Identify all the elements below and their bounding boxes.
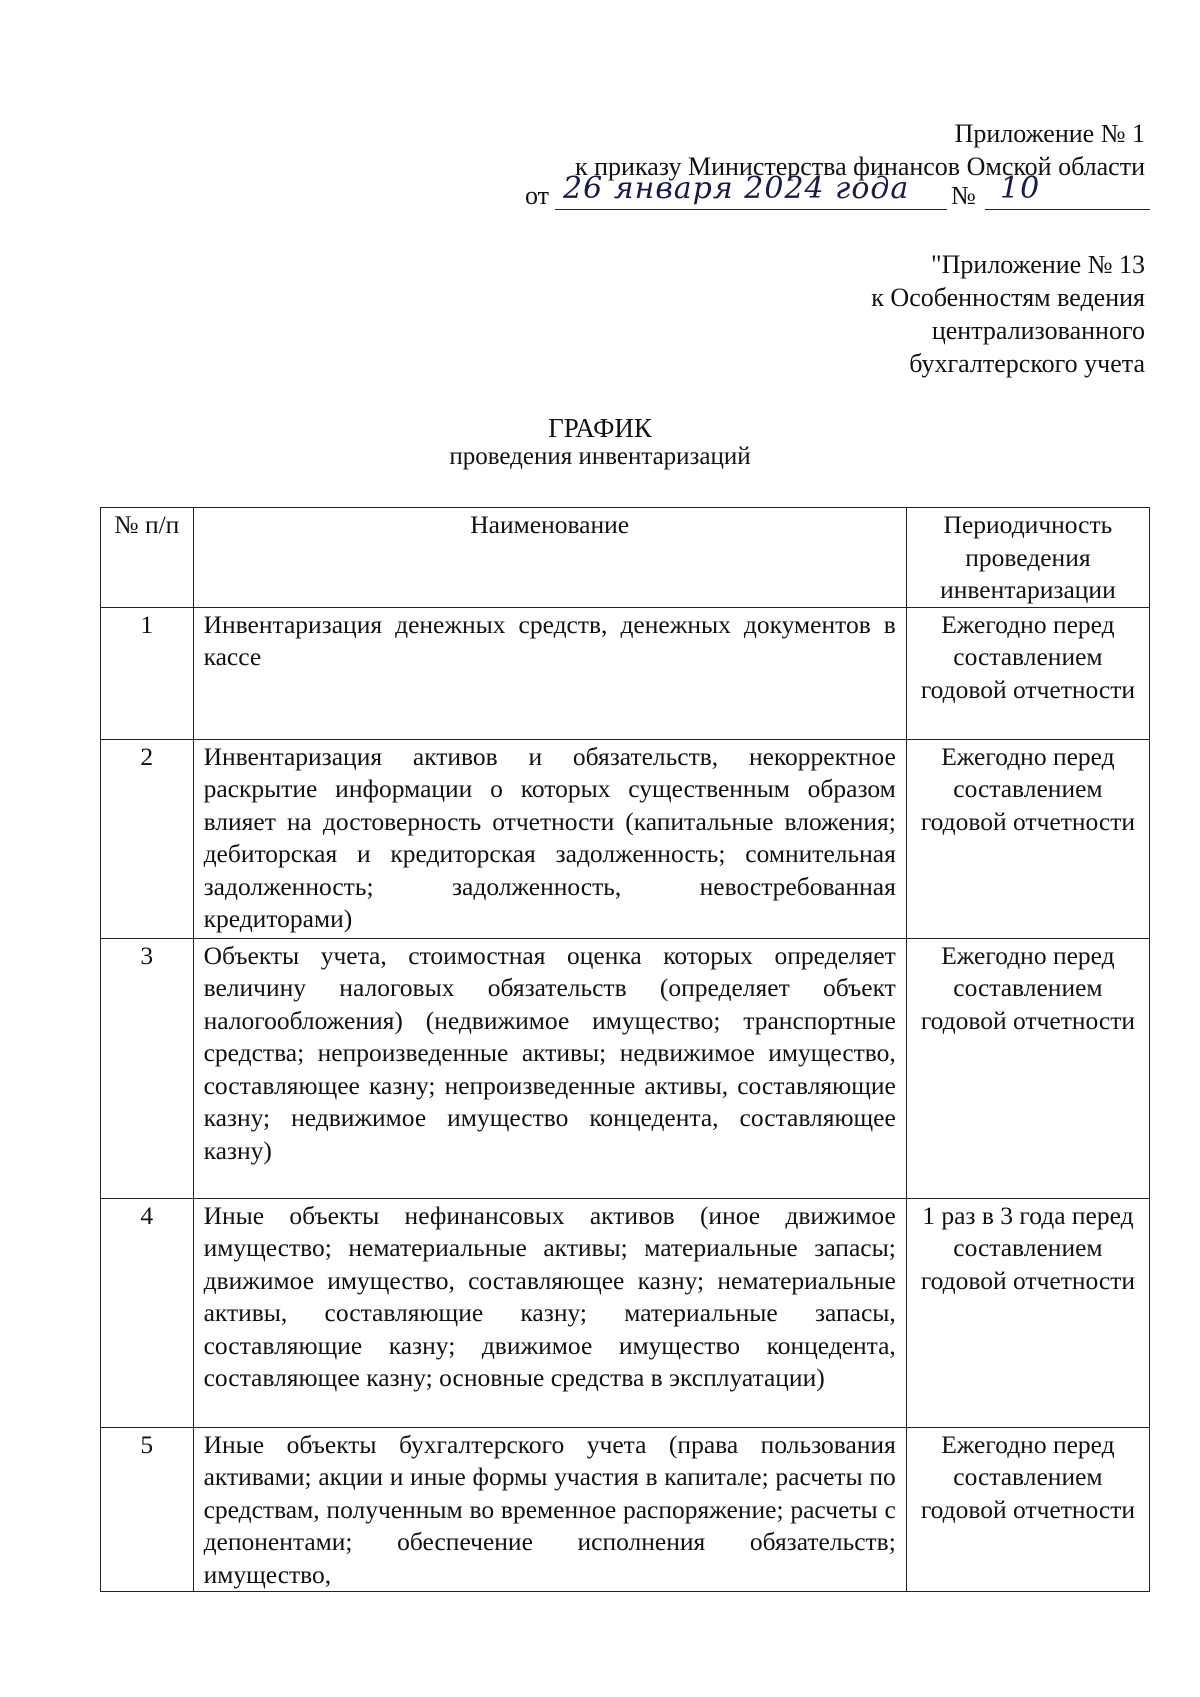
row-name: Иные объекты нефинансовых активов (иное движимое имущество; нематериальные активы; материальные запасы; движимое имущество, составляющее казну; нематериальные активы, составляющие казну; материальные запасы, составляющие казну; движимое имущество концедента, составляющее казну; основные средства в эксплуатации)	[193, 1198, 906, 1427]
annex-reference	[871, 248, 1145, 380]
header-number: № п/п	[101, 508, 194, 608]
row-period: 1 раз в 3 года перед составлением годовой отчетности	[906, 1198, 1149, 1427]
row-name: Инвентаризация денежных средств, денежных документов в кассе	[193, 607, 906, 739]
order-reference: к приказу Министерства финансов Омской области	[575, 152, 1145, 181]
inventory-schedule-table	[100, 507, 1150, 1592]
table-row	[101, 1198, 1150, 1427]
number-sign: №	[951, 181, 976, 210]
row-number: 2	[101, 739, 194, 938]
date-underline	[555, 209, 947, 210]
appendix-number: Приложение № 1	[954, 119, 1145, 148]
document-title: ГРАФИК	[548, 413, 652, 443]
row-name: Иные объекты бухгалтерского учета (права пользования активами; акции и иные формы участия в капитале; расчеты по средствам, полученным во временное распоряжение; расчеты с депонентами; обеспечение исполнения обязательств; имущество,	[193, 1427, 906, 1592]
table-row	[101, 938, 1150, 1198]
row-name: Инвентаризация активов и обязательств, некорректное раскрытие информации о которых существенным образом влияет на достоверность отчетности (капитальные вложения; дебиторская и кредиторская задолженность; сомнительная задолженность; задолженность, невостребованная кредиторами)	[193, 739, 906, 938]
row-number: 1	[101, 607, 194, 739]
row-period: Ежегодно перед составлением годовой отчетности	[906, 1427, 1149, 1592]
table-row	[101, 1427, 1150, 1592]
annex-line: централизованного	[931, 316, 1145, 345]
header-name: Наименование	[193, 508, 906, 608]
row-period: Ежегодно перед составлением годовой отчетности	[906, 739, 1149, 938]
number-underline	[985, 209, 1150, 210]
handwritten-order-number: 10	[1000, 171, 1041, 206]
row-number: 4	[101, 1198, 194, 1427]
annex-line: "Приложение № 13	[931, 250, 1145, 279]
document-subtitle: проведения инвентаризаций	[449, 443, 751, 470]
annex-line: бухгалтерского учета	[909, 349, 1145, 378]
row-number: 5	[101, 1427, 194, 1592]
header-period: Периодичность проведения инвентаризации	[906, 508, 1149, 608]
row-name: Объекты учета, стоимостная оценка которых определяет величину налоговых обязательств (определяет объект налогообложения) (недвижимое имущество; транспортные средства; непроизведенные активы; недвижимое имущество, составляющее казну; непроизведенные активы, составляющие казну; недвижимое имущество концедента, составляющее казну)	[193, 938, 906, 1198]
table-row	[101, 607, 1150, 739]
row-period: Ежегодно перед составлением годовой отчетности	[906, 607, 1149, 739]
order-prefix: от	[525, 181, 550, 210]
table-header-row	[101, 508, 1150, 608]
row-number: 3	[101, 938, 194, 1198]
order-date-line	[525, 171, 1150, 215]
annex-line: к Особенностям ведения	[871, 283, 1145, 312]
row-period: Ежегодно перед составлением годовой отчетности	[906, 938, 1149, 1198]
handwritten-date: 26 января 2024 года	[563, 171, 910, 206]
table-row	[101, 739, 1150, 938]
